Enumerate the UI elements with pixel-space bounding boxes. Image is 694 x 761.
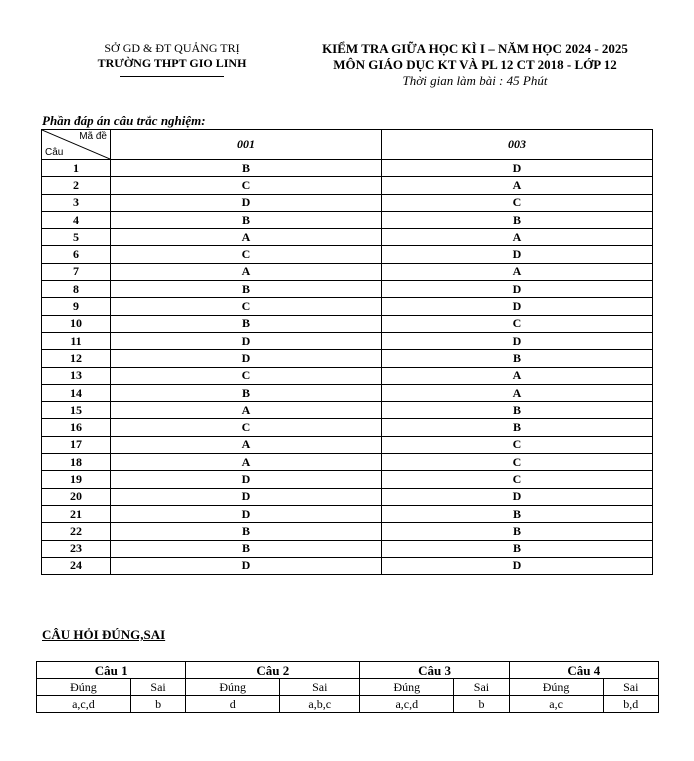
- question-1-false: b: [130, 696, 185, 713]
- answer-table-body: [42, 160, 653, 575]
- question-2-false: a,b,c: [280, 696, 360, 713]
- answer-code-001: A: [111, 402, 382, 419]
- answer-code-003: B: [382, 211, 653, 228]
- question-number: 8: [42, 281, 111, 298]
- answer-table-header: [42, 130, 653, 160]
- false-label: Sai: [454, 679, 509, 696]
- question-number: 20: [42, 488, 111, 505]
- answer-code-001: D: [111, 505, 382, 522]
- answer-row: [42, 384, 653, 401]
- question-number: 10: [42, 315, 111, 332]
- answer-row: [42, 350, 653, 367]
- answer-code-001: D: [111, 194, 382, 211]
- answer-code-001: B: [111, 160, 382, 177]
- answer-code-003: D: [382, 332, 653, 349]
- answer-code-003: C: [382, 194, 653, 211]
- true-false-section-title: CÂU HỎI ĐÚNG,SAI: [42, 627, 166, 642]
- question-3-false: b: [454, 696, 509, 713]
- true-label: Đúng: [509, 679, 603, 696]
- answer-row: [42, 281, 653, 298]
- answer-code-003: C: [382, 315, 653, 332]
- answer-code-001: D: [111, 488, 382, 505]
- question-number: 24: [42, 557, 111, 574]
- question-2-header: Câu 2: [186, 662, 360, 679]
- question-number: 12: [42, 350, 111, 367]
- true-false-table: [36, 661, 659, 713]
- corner-code-label: Mã đề: [79, 131, 107, 142]
- answer-code-001: A: [111, 229, 382, 246]
- answer-code-001: B: [111, 211, 382, 228]
- answer-code-003: A: [382, 263, 653, 280]
- answer-code-003: B: [382, 523, 653, 540]
- question-number: 13: [42, 367, 111, 384]
- answer-code-001: C: [111, 298, 382, 315]
- answer-code-003: C: [382, 471, 653, 488]
- answer-row: [42, 263, 653, 280]
- answer-code-001: D: [111, 557, 382, 574]
- question-3-true: a,c,d: [360, 696, 454, 713]
- question-4-false: b,d: [603, 696, 658, 713]
- question-number: 3: [42, 194, 111, 211]
- question-3-header: Câu 3: [360, 662, 509, 679]
- answer-code-001: C: [111, 246, 382, 263]
- answer-row: [42, 454, 653, 471]
- question-number: 7: [42, 263, 111, 280]
- answer-code-001: A: [111, 454, 382, 471]
- true-label: Đúng: [186, 679, 280, 696]
- answer-row: [42, 211, 653, 228]
- answer-code-001: D: [111, 471, 382, 488]
- answer-code-003: A: [382, 384, 653, 401]
- question-number: 6: [42, 246, 111, 263]
- question-number: 14: [42, 384, 111, 401]
- answer-code-001: D: [111, 350, 382, 367]
- question-number: 16: [42, 419, 111, 436]
- exam-time: Thời gian làm bài : 45 Phút: [402, 73, 548, 88]
- question-4-header: Câu 4: [509, 662, 658, 679]
- answer-row: [42, 315, 653, 332]
- true-false-question-row: [37, 662, 659, 679]
- answer-code-003: D: [382, 160, 653, 177]
- false-label: Sai: [280, 679, 360, 696]
- answer-code-003: C: [382, 436, 653, 453]
- corner-question-label: Câu: [45, 147, 64, 158]
- question-number: 2: [42, 177, 111, 194]
- corner-cell: [42, 130, 111, 160]
- answer-row: [42, 471, 653, 488]
- answer-code-003: B: [382, 419, 653, 436]
- answer-code-003: A: [382, 177, 653, 194]
- question-number: 4: [42, 211, 111, 228]
- answer-row: [42, 177, 653, 194]
- department-name: SỞ GD & ĐT QUẢNG TRỊ: [104, 41, 240, 55]
- answer-code-003: D: [382, 557, 653, 574]
- question-number: 17: [42, 436, 111, 453]
- answer-code-001: B: [111, 315, 382, 332]
- answer-code-001: B: [111, 384, 382, 401]
- answer-code-003: D: [382, 246, 653, 263]
- answer-code-001: A: [111, 263, 382, 280]
- answer-code-001: C: [111, 367, 382, 384]
- question-number: 1: [42, 160, 111, 177]
- code-header-001: 001: [111, 130, 382, 160]
- answer-table: [41, 129, 653, 575]
- answer-code-001: C: [111, 419, 382, 436]
- question-number: 22: [42, 523, 111, 540]
- answer-row: [42, 160, 653, 177]
- true-label: Đúng: [360, 679, 454, 696]
- answer-row: [42, 540, 653, 557]
- answer-code-003: D: [382, 281, 653, 298]
- true-label: Đúng: [37, 679, 131, 696]
- answer-row: [42, 523, 653, 540]
- question-number: 18: [42, 454, 111, 471]
- header-divider: [120, 76, 224, 77]
- answer-row: [42, 298, 653, 315]
- false-label: Sai: [603, 679, 658, 696]
- true-false-label-row: [37, 679, 659, 696]
- question-number: 21: [42, 505, 111, 522]
- question-number: 19: [42, 471, 111, 488]
- header-right: [300, 41, 650, 89]
- question-number: 5: [42, 229, 111, 246]
- question-4-true: a,c: [509, 696, 603, 713]
- answer-code-003: B: [382, 402, 653, 419]
- answer-section-title: Phần đáp án câu trắc nghiệm:: [42, 113, 206, 128]
- question-number: 15: [42, 402, 111, 419]
- answer-row: [42, 436, 653, 453]
- answer-code-001: D: [111, 332, 382, 349]
- answer-row: [42, 402, 653, 419]
- answer-row: [42, 367, 653, 384]
- answer-code-001: A: [111, 436, 382, 453]
- question-number: 11: [42, 332, 111, 349]
- answer-code-003: B: [382, 350, 653, 367]
- exam-title: KIỂM TRA GIỮA HỌC KÌ I – NĂM HỌC 2024 - 2025: [322, 41, 628, 56]
- answer-row: [42, 505, 653, 522]
- answer-code-001: B: [111, 281, 382, 298]
- answer-code-003: C: [382, 454, 653, 471]
- question-number: 23: [42, 540, 111, 557]
- answer-code-001: B: [111, 523, 382, 540]
- question-number: 9: [42, 298, 111, 315]
- answer-code-001: B: [111, 540, 382, 557]
- true-false-answer-row: [37, 696, 659, 713]
- school-name: TRƯỜNG THPT GIO LINH: [97, 56, 247, 70]
- exam-subject: MÔN GIÁO DỤC KT VÀ PL 12 CT 2018 - LỚP 12: [333, 57, 617, 72]
- false-label: Sai: [130, 679, 185, 696]
- answer-row: [42, 419, 653, 436]
- answer-row: [42, 246, 653, 263]
- code-header-003: 003: [382, 130, 653, 160]
- answer-row: [42, 229, 653, 246]
- answer-code-003: A: [382, 229, 653, 246]
- question-1-header: Câu 1: [37, 662, 186, 679]
- answer-code-003: B: [382, 505, 653, 522]
- answer-code-003: D: [382, 298, 653, 315]
- answer-code-003: B: [382, 540, 653, 557]
- answer-row: [42, 194, 653, 211]
- answer-row: [42, 332, 653, 349]
- answer-row: [42, 557, 653, 574]
- answer-row: [42, 488, 653, 505]
- answer-code-001: C: [111, 177, 382, 194]
- header-left: [62, 41, 282, 77]
- answer-code-003: D: [382, 488, 653, 505]
- answer-code-003: A: [382, 367, 653, 384]
- question-2-true: d: [186, 696, 280, 713]
- question-1-true: a,c,d: [37, 696, 131, 713]
